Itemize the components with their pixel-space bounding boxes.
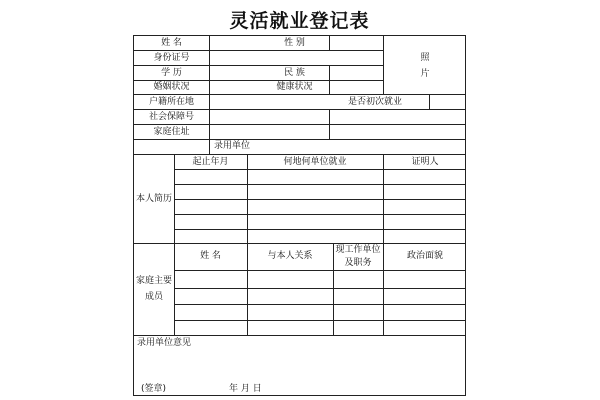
family-header-name: 姓 名 <box>200 251 221 261</box>
col-divider <box>329 109 330 139</box>
marital-status-field[interactable] <box>210 81 260 93</box>
family-header-position: 及职务 <box>344 258 372 268</box>
col-divider <box>383 154 384 335</box>
date-label: 年 月 日 <box>229 384 262 394</box>
family-row-divider <box>174 270 465 271</box>
first-employment-field[interactable] <box>430 95 465 108</box>
resume-label: 本人简历 <box>135 194 172 204</box>
household-location-field[interactable] <box>210 95 330 108</box>
resume-row-divider <box>174 214 465 215</box>
health-status-field[interactable] <box>330 81 382 93</box>
family-row-divider <box>174 304 465 305</box>
photo-slot[interactable] <box>384 37 465 93</box>
resume-row-divider <box>174 229 465 230</box>
family-row-divider <box>174 288 465 289</box>
label-employer: 录用单位 <box>214 141 251 151</box>
label-social-security-no: 社会保障号 <box>148 112 194 122</box>
col-divider <box>247 154 248 335</box>
label-home-address: 家庭住址 <box>153 127 190 137</box>
resume-row-divider <box>174 199 465 200</box>
home-address-field[interactable] <box>210 125 328 138</box>
opinion-field[interactable] <box>137 350 463 380</box>
id-number-field[interactable] <box>210 51 382 64</box>
family-label-line2: 成员 <box>144 292 163 302</box>
label-household-location: 户籍所在地 <box>148 97 194 107</box>
form-title: 灵活就业登记表 <box>229 10 370 32</box>
row-divider <box>134 243 465 244</box>
label-id-number: 身份证号 <box>153 53 190 63</box>
label-marital-status: 婚姻状况 <box>153 82 190 92</box>
label-name: 姓 名 <box>161 38 182 48</box>
gender-field[interactable] <box>330 37 382 49</box>
label-first-employment: 是否初次就业 <box>348 97 403 107</box>
label-gender: 性 别 <box>284 38 305 48</box>
col-divider <box>174 154 175 335</box>
resume-header-period: 起止年月 <box>192 157 229 167</box>
label-health-status: 健康状况 <box>276 82 313 92</box>
resume-row-divider <box>174 169 465 170</box>
resume-header-referee: 证明人 <box>411 157 439 167</box>
family-row-divider <box>174 320 465 321</box>
name-field[interactable] <box>210 37 260 49</box>
row-divider <box>134 335 465 336</box>
label-education: 学 历 <box>161 68 182 78</box>
family-label-line1: 家庭主要 <box>135 276 172 286</box>
opinion-label: 录用单位意见 <box>137 338 192 348</box>
family-header-employer: 现工作单位 <box>335 245 381 255</box>
row-divider <box>134 154 465 155</box>
photo-label-2: 片 <box>420 69 430 79</box>
social-security-no-field[interactable] <box>210 110 328 123</box>
resume-header-workplace: 何地何单位就业 <box>283 157 347 167</box>
education-field[interactable] <box>210 66 260 79</box>
ethnicity-field[interactable] <box>330 66 382 79</box>
label-ethnicity: 民 族 <box>284 68 305 78</box>
resume-row-divider <box>174 184 465 185</box>
employer-field[interactable] <box>264 140 464 153</box>
photo-label-1: 照 <box>420 53 430 63</box>
family-header-politics: 政治面貌 <box>406 251 443 261</box>
seal-label: (签章) <box>141 384 167 394</box>
form-table <box>133 35 466 396</box>
family-header-relation: 与本人关系 <box>267 251 313 261</box>
